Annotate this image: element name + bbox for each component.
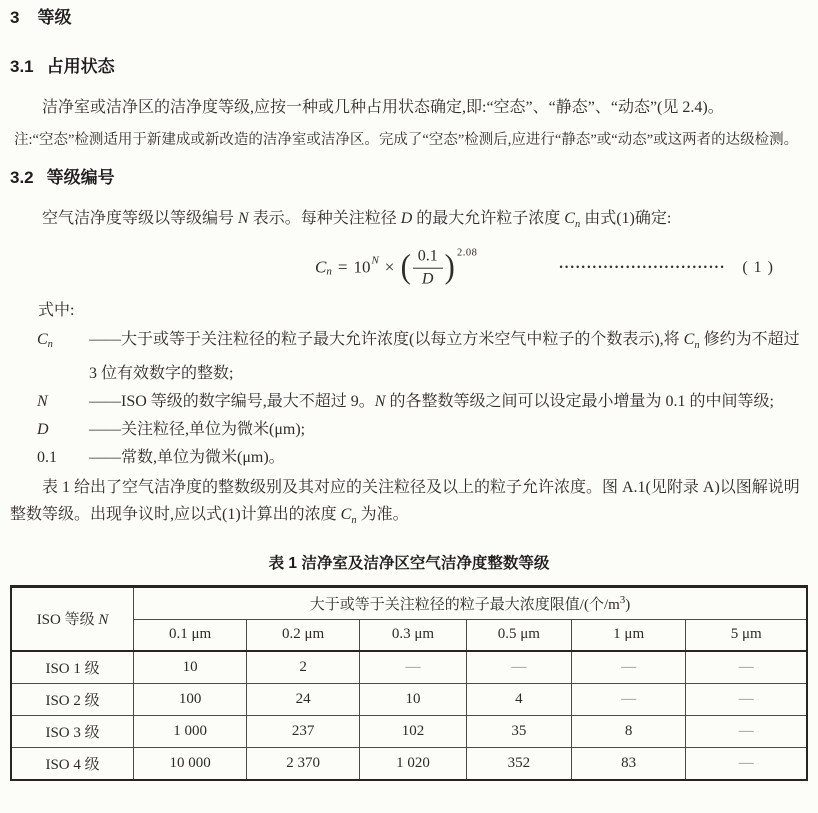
table-cell: — bbox=[686, 747, 807, 780]
table-cell: — bbox=[571, 651, 686, 684]
variable-C-subscript: n bbox=[574, 219, 581, 231]
table-cell: 4 bbox=[466, 683, 571, 715]
row-label: ISO 1 级 bbox=[11, 651, 134, 684]
variable-C: C bbox=[564, 210, 575, 227]
definition-term bbox=[37, 326, 89, 388]
text-segment: ——常数,单位为微米(μm)。 bbox=[89, 449, 285, 467]
text-segment: 修约为不超过 3 位有效数字的整数; bbox=[89, 331, 800, 383]
formula-exponent-N: N bbox=[371, 255, 379, 268]
formula-expression bbox=[315, 248, 477, 289]
definition-constant bbox=[37, 444, 808, 472]
equals-sign: = bbox=[337, 258, 348, 278]
definition-cn bbox=[37, 326, 808, 388]
formula-base: 10 bbox=[353, 258, 371, 278]
text-segment: ——关注粒径,单位为微米(μm); bbox=[89, 421, 306, 439]
variable-C-subscript: n bbox=[351, 515, 357, 527]
definition-term bbox=[37, 444, 89, 472]
close-paren: ) bbox=[444, 249, 455, 287]
table-cell: 10 bbox=[360, 683, 467, 715]
heading-title: 等级编号 bbox=[46, 168, 115, 187]
definition-n bbox=[37, 388, 808, 416]
text-segment: ——ISO 等级的数字编号,最大不超过 9。 bbox=[89, 393, 375, 411]
table-cell: 237 bbox=[247, 715, 360, 747]
size-header-cell: 0.3 μm bbox=[360, 619, 467, 651]
fraction-numerator: 0.1 bbox=[413, 248, 443, 268]
heading-number: 3.2 bbox=[10, 168, 34, 187]
heading-number: 3.1 bbox=[10, 57, 34, 76]
table-row-iso4 bbox=[11, 747, 807, 780]
times-sign: × bbox=[384, 258, 395, 278]
fraction bbox=[413, 248, 443, 289]
variable-N: N bbox=[98, 612, 109, 629]
table-cell: 2 bbox=[247, 651, 360, 684]
size-header-cell: 0.1 μm bbox=[134, 619, 247, 651]
occupancy-paragraph: 洁净室或洁净区的洁净度等级,应按一种或几种占用状态确定,即:“空态”、“静态”、“动态”(见 2.4)。 bbox=[42, 99, 724, 116]
text-segment: 的最大允许粒子浓度 bbox=[412, 210, 565, 227]
definition-text bbox=[89, 416, 808, 444]
section-3-heading bbox=[10, 7, 808, 29]
table-cell: 1 000 bbox=[134, 715, 247, 747]
table-cell: — bbox=[571, 683, 686, 715]
superscript-3: 3 bbox=[619, 593, 626, 606]
text-segment: 由式(1)确定: bbox=[580, 210, 672, 227]
open-paren: ( bbox=[400, 249, 412, 287]
definition-text bbox=[89, 388, 808, 416]
table-cell: 10 bbox=[134, 651, 247, 684]
table-cell: 35 bbox=[466, 715, 571, 747]
variable-C: C bbox=[340, 506, 352, 524]
text-segment: ——大于或等于关注粒径的粒子最大允许浓度(以每立方米空气中粒子的个数表示),将 bbox=[89, 331, 684, 349]
text-segment: 的各整数等级之间可以设定最小增量为 0.1 的中间等级; bbox=[385, 393, 774, 411]
table-header-iso-class bbox=[11, 586, 134, 651]
heading-title: 等级 bbox=[37, 8, 72, 27]
variable-D: D bbox=[400, 210, 413, 227]
term-symbol: C bbox=[37, 331, 48, 349]
text-segment: 为准。 bbox=[356, 506, 409, 524]
table-row-iso3 bbox=[11, 715, 807, 747]
class-number-paragraph bbox=[10, 205, 808, 238]
text-segment: 大于或等于关注粒径的粒子最大浓度限值/(个/m bbox=[309, 596, 620, 613]
table-cell: 100 bbox=[134, 683, 247, 715]
definition-text bbox=[89, 326, 808, 388]
size-header-cell: 1 μm bbox=[571, 619, 686, 651]
subsection-3-1-heading bbox=[10, 56, 808, 78]
table-cell: 83 bbox=[571, 747, 686, 780]
variable-C: C bbox=[683, 331, 695, 349]
table-cell: 24 bbox=[247, 683, 360, 715]
iso-class-table bbox=[10, 585, 808, 781]
table-cell: 2 370 bbox=[247, 747, 360, 780]
definition-term bbox=[37, 388, 89, 416]
term-symbol: 0.1 bbox=[37, 449, 57, 467]
subsection-3-2-heading bbox=[10, 167, 808, 189]
note-text: 注:“空态”检测适用于新建成或新改造的洁净室或洁净区。完成了“空态”检测后,应进行“静态”或“动态”或这两者的达级检测。 bbox=[14, 132, 799, 148]
size-header-cell: 5 μm bbox=[686, 619, 807, 651]
table-caption: 表 1 洁净室及洁净区空气洁净度整数等级 bbox=[268, 554, 550, 572]
size-header-cell: 0.5 μm bbox=[466, 619, 571, 651]
table-cell: 352 bbox=[466, 747, 571, 780]
table-cell: 1 020 bbox=[360, 747, 467, 780]
row-label: ISO 4 级 bbox=[11, 747, 134, 780]
variable-N: N bbox=[374, 393, 386, 411]
formula-lhs-subscript: n bbox=[326, 266, 332, 279]
text-segment: 表 1 给出了空气洁净度的整数级别及其对应的关注粒径及以上的粒子允许浓度。图 A.1(见附录 A)以图解说明整数等级。出现争议时,应以式(1)计算出的浓度 bbox=[10, 479, 800, 524]
term-subscript: n bbox=[47, 339, 53, 351]
equation-1 bbox=[10, 240, 808, 296]
table-row-iso1 bbox=[11, 651, 807, 684]
row-label: ISO 3 级 bbox=[11, 715, 134, 747]
formula-outer-exponent: 2.08 bbox=[457, 247, 478, 259]
table-header-row-1 bbox=[11, 586, 807, 619]
variable-C-subscript: n bbox=[694, 340, 700, 352]
table-cell: 8 bbox=[571, 715, 686, 747]
table-cell: — bbox=[686, 683, 807, 715]
table-cell: — bbox=[360, 651, 467, 684]
table-cell: 102 bbox=[360, 715, 467, 747]
fraction-denominator: D bbox=[421, 270, 434, 288]
size-header-cell: 0.2 μm bbox=[247, 619, 360, 651]
table-header-concentration bbox=[134, 586, 807, 619]
equation-number: ( 1 ) bbox=[742, 259, 774, 277]
where-label: 式中: bbox=[38, 302, 75, 320]
row-label: ISO 2 级 bbox=[11, 683, 134, 715]
heading-number: 3 bbox=[10, 8, 20, 27]
variable-N: N bbox=[238, 210, 249, 227]
text-segment: ISO 等级 bbox=[36, 612, 99, 629]
table-row-iso2 bbox=[11, 683, 807, 715]
heading-title: 占用状态 bbox=[46, 57, 115, 76]
table-cell: — bbox=[686, 651, 807, 684]
text-segment: 空气洁净度等级以等级编号 bbox=[42, 210, 239, 227]
definition-text bbox=[89, 444, 808, 472]
definition-term bbox=[37, 416, 89, 444]
term-symbol: N bbox=[37, 393, 48, 411]
term-symbol: D bbox=[37, 421, 49, 439]
table-cell: — bbox=[686, 715, 807, 747]
text-segment: ) bbox=[625, 596, 631, 613]
dot-leader: •••••••••••••••••••••••••••••• bbox=[559, 262, 726, 273]
formula-lhs: C bbox=[315, 258, 327, 278]
table-cell: — bbox=[466, 651, 571, 684]
text-segment: 表示。每种关注粒径 bbox=[248, 210, 401, 227]
table-intro-paragraph bbox=[10, 474, 808, 534]
definition-d bbox=[37, 416, 808, 444]
table-cell: 10 000 bbox=[134, 747, 247, 780]
